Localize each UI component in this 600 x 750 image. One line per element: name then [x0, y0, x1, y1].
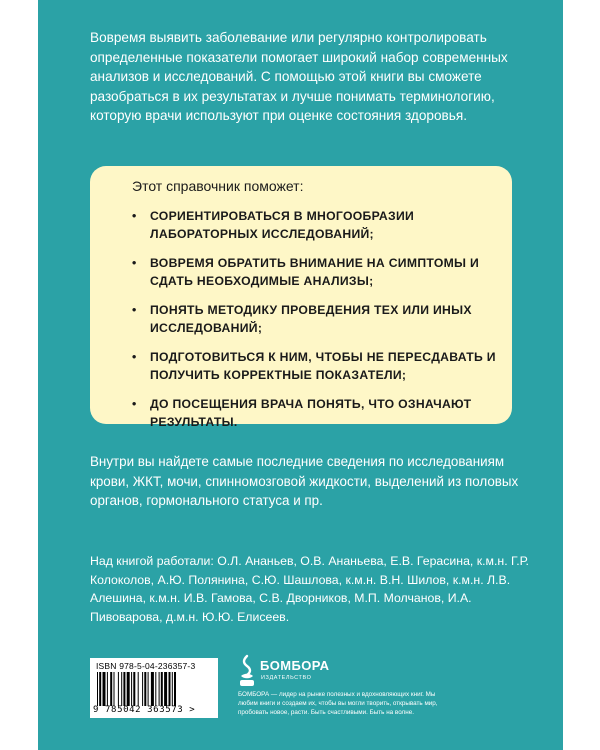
isbn-barcode-box: [90, 658, 218, 718]
bullet-dot-icon: •: [132, 397, 137, 411]
bullet-item-1: [132, 208, 502, 243]
publisher-logo: [238, 654, 338, 690]
bullet-dot-icon: •: [132, 350, 137, 364]
barcode-digits: 9 785042 363573 >: [93, 705, 196, 715]
bullet-text: ПОНЯТЬ МЕТОДИКУ ПРОВЕДЕНИЯ ТЕХ ИЛИ ИНЫХ ИССЛЕДОВАНИЙ;: [150, 303, 472, 335]
isbn-text: ISBN 978-5-04-236357-3: [96, 661, 196, 671]
bullet-list: [132, 208, 502, 443]
barcode-icon: [96, 672, 212, 706]
bullet-dot-icon: •: [132, 303, 137, 317]
credits-paragraph: Над книгой работали: О.Л. Ананьев, О.В. Ананьева, Е.В. Герасина, к.м.н. Г.Р. Колоколов, А.Ю. Полянина, С.Ю. Шашлова, к.м.н. В.Н. Шилов, к.м.н. Л.В. Алешина, к.м.н. И.В. Гамова, С.В. Дворников, М.П. Молчанов, И.А. Пивоварова, д.м.н. Ю.Ю. Елисеев.: [90, 554, 529, 624]
callout-title: Этот справочник поможет:: [132, 178, 304, 194]
bullet-text: СОРИЕНТИРОВАТЬСЯ В МНОГООБРАЗИИ ЛАБОРАТОРНЫХ ИССЛЕДОВАНИЙ;: [150, 209, 415, 241]
callout-box: [90, 166, 512, 429]
publisher-subtitle: ИЗДАТЕЛЬСТВО: [261, 675, 312, 681]
bullet-dot-icon: •: [132, 256, 137, 270]
back-cover: [38, 0, 563, 750]
bullet-item-5: [132, 396, 502, 431]
publisher-note: БОМБОРА — лидер на рынке полезных и вдохновляющих книг. Мы любим книги и создаем их, чтобы вы могли творить, открывать мир, пробовать новое, расти. Быть счастливыми. Быть на волне.: [238, 691, 438, 716]
inside-paragraph: Внутри вы найдете самые последние сведения по исследованиям крови, ЖКТ, мочи, спинномозговой жидкости, выделений из половых органов, гормонального статуса и пр.: [90, 454, 519, 509]
bullet-dot-icon: •: [132, 209, 137, 223]
intro-paragraph: Вовремя выявить заболевание или регулярно контролировать определенные показатели помогает широкий набор современных анализов и исследований. С помощью этой книги вы сможете разобраться в их результатах и лучше понимать терминологию, которую врачи используют при оценке состояния здоровья.: [90, 30, 508, 124]
publisher-name: БОМБОРА: [260, 658, 330, 673]
bullet-item-4: [132, 349, 502, 384]
bombora-wave-logo-icon: [238, 654, 256, 688]
bullet-text: ДО ПОСЕЩЕНИЯ ВРАЧА ПОНЯТЬ, ЧТО ОЗНАЧАЮТ РЕЗУЛЬТАТЫ.: [150, 397, 472, 429]
bullet-text: ПОДГОТОВИТЬСЯ К НИМ, ЧТОБЫ НЕ ПЕРЕСДАВАТЬ И ПОЛУЧИТЬ КОРРЕКТНЫЕ ПОКАЗАТЕЛИ;: [150, 350, 496, 382]
bullet-item-2: [132, 255, 502, 290]
bullet-item-3: [132, 302, 502, 337]
bullet-text: ВОВРЕМЯ ОБРАТИТЬ ВНИМАНИЕ НА СИМПТОМЫ И СДАТЬ НЕОБХОДИМЫЕ АНАЛИЗЫ;: [150, 256, 480, 288]
